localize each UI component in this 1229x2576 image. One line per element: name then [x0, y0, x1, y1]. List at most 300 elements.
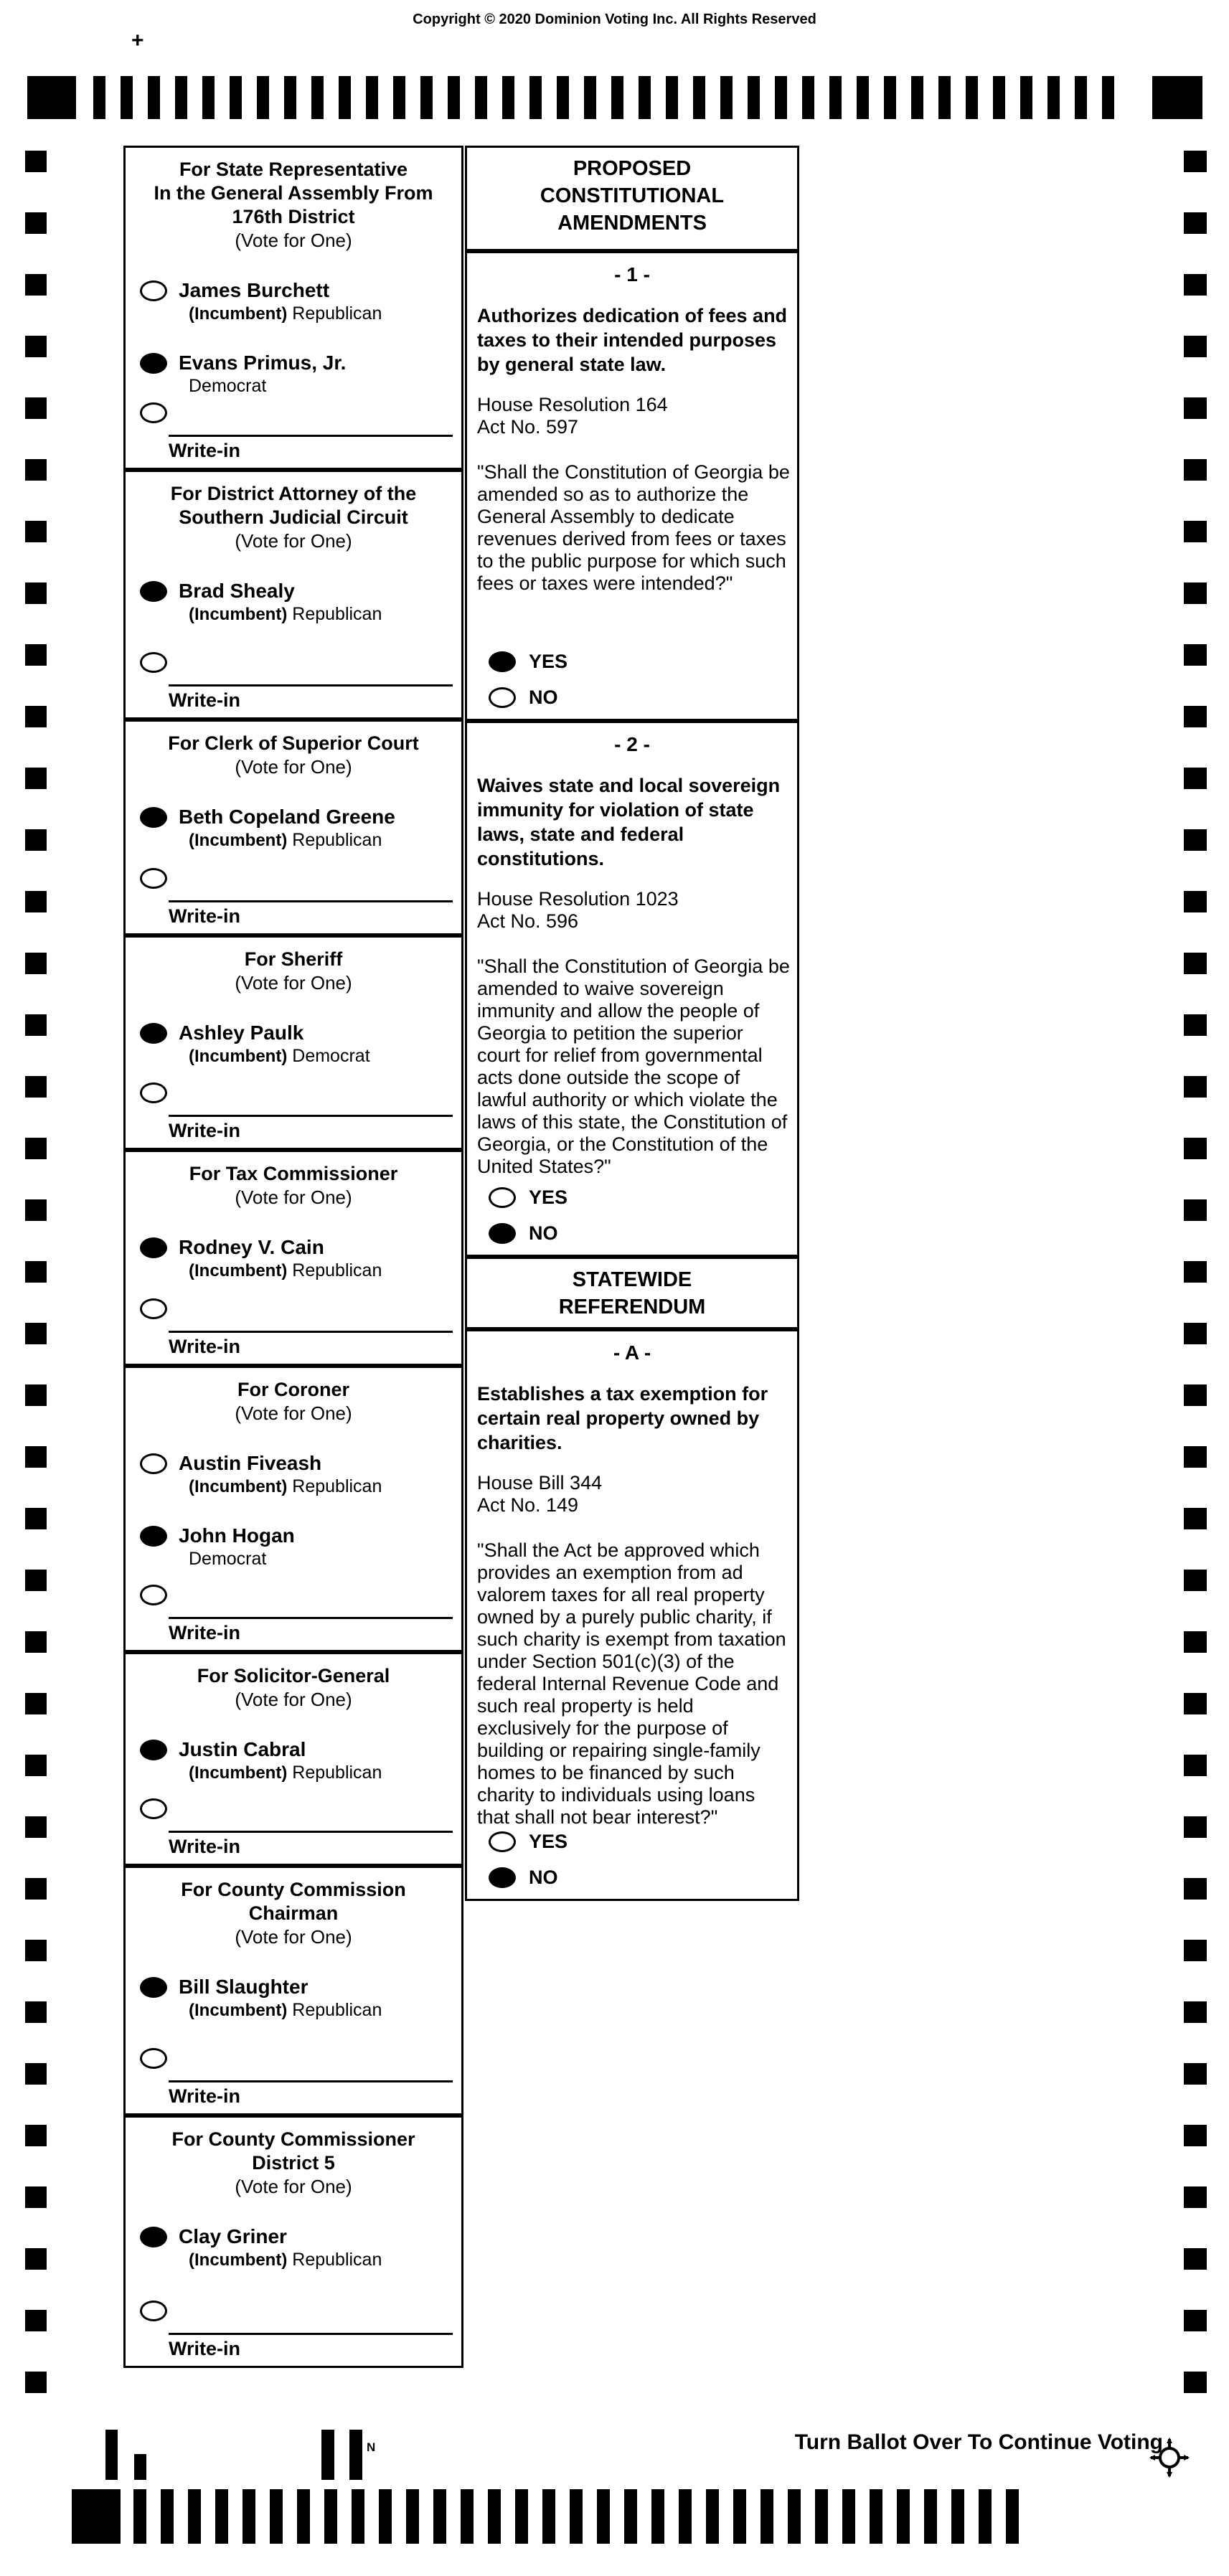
timing-mark	[25, 706, 47, 727]
timing-mark	[1184, 2310, 1207, 2331]
timing-mark	[529, 76, 542, 119]
section-header-line: STATEWIDE	[572, 1268, 692, 1291]
timing-mark	[257, 76, 269, 119]
contest-title	[126, 472, 461, 529]
timing-mark	[1184, 151, 1207, 172]
timing-mark	[1184, 1384, 1207, 1406]
write-in-oval[interactable]	[140, 868, 167, 889]
measure-number: - 1 -	[614, 263, 650, 286]
timing-mark	[884, 76, 896, 119]
timing-mark	[1184, 521, 1207, 542]
candidate-text	[179, 579, 382, 626]
candidate-name: Clay Griner	[179, 2225, 287, 2247]
timing-mark	[1184, 212, 1207, 234]
measure-summary: Authorizes dedication of fees and taxes to their intended purposes by general state law.	[477, 305, 788, 375]
candidate-option[interactable]	[140, 278, 461, 325]
vote-oval-filled[interactable]	[140, 1740, 167, 1760]
timing-mark	[366, 76, 378, 119]
timing-mark	[25, 2372, 47, 2393]
write-in-oval[interactable]	[140, 2048, 167, 2069]
contest-title-line: 176th District	[232, 206, 355, 227]
candidate-detail: Democrat	[189, 1549, 267, 1569]
measure-choice[interactable]	[489, 1831, 568, 1853]
timing-mark	[25, 151, 47, 172]
contest-title-line: District 5	[252, 2152, 335, 2174]
timing-mark	[488, 2489, 501, 2544]
timing-mark	[951, 2489, 964, 2544]
contest-box	[123, 1366, 463, 1652]
contest-title-line: For County Commission	[181, 1879, 406, 1900]
choice-label: NO	[529, 687, 558, 708]
candidate-text	[179, 351, 346, 397]
contest-box	[123, 146, 463, 470]
candidate-option[interactable]	[140, 805, 461, 851]
vote-for-instruction: (Vote for One)	[235, 1926, 352, 1948]
timing-mark	[679, 2489, 692, 2544]
timing-mark	[842, 2489, 855, 2544]
timing-mark	[25, 521, 47, 542]
timing-mark	[25, 768, 47, 789]
timing-block	[27, 76, 76, 119]
timing-mark	[25, 1076, 47, 1098]
contest-title-line: In the General Assembly From	[154, 182, 433, 204]
vote-oval-filled[interactable]	[140, 807, 167, 828]
write-in-oval[interactable]	[140, 1298, 167, 1319]
timing-mark	[1075, 76, 1087, 119]
contest-box	[123, 1652, 463, 1866]
choice-label: YES	[529, 651, 568, 672]
candidate-text	[179, 2224, 382, 2271]
write-in-row[interactable]: Write-in	[169, 1331, 453, 1358]
timing-mark	[175, 76, 187, 119]
timing-mark	[25, 891, 47, 912]
timing-mark	[25, 1014, 47, 1036]
write-in-row[interactable]: Write-in	[169, 1115, 453, 1142]
timing-mark	[311, 76, 324, 119]
candidate-detail: (Incumbent) Democrat	[189, 1046, 370, 1066]
timing-mark	[339, 76, 351, 119]
measure-citation	[477, 888, 788, 933]
vote-oval[interactable]	[140, 280, 167, 301]
timing-mark	[624, 2489, 637, 2544]
timing-mark	[611, 76, 623, 119]
measure-citation-line: House Resolution 164	[477, 394, 668, 415]
timing-mark	[938, 76, 951, 119]
timing-mark	[161, 2489, 174, 2544]
vote-oval-filled[interactable]	[489, 1223, 516, 1244]
timing-mark	[1184, 1446, 1207, 1468]
timing-mark	[1184, 1014, 1207, 1036]
timing-mark	[993, 76, 1005, 119]
write-in-row[interactable]: Write-in	[169, 2080, 453, 2108]
measure-choice[interactable]	[489, 651, 568, 673]
write-in-row[interactable]: Write-in	[169, 435, 453, 462]
timing-mark	[25, 459, 47, 481]
contest-title	[126, 722, 461, 755]
timing-mark	[1184, 2001, 1207, 2023]
timing-block	[72, 2489, 121, 2544]
timing-mark	[297, 2489, 310, 2544]
contest-box	[123, 1150, 463, 1366]
contest-title-line: For County Commissioner	[171, 2128, 415, 2150]
candidate-option[interactable]	[140, 1524, 461, 1570]
contest-title	[126, 2118, 461, 2175]
timing-mark	[1184, 1199, 1207, 1221]
timing-mark	[1184, 1878, 1207, 1900]
timing-mark	[433, 2489, 446, 2544]
measure-citation	[477, 394, 788, 438]
timing-mark	[802, 76, 814, 119]
timing-mark	[379, 2489, 392, 2544]
timing-mark	[25, 274, 47, 296]
measure-citation-line: Act No. 596	[477, 910, 579, 932]
measure-citation-line: House Bill 344	[477, 1472, 603, 1494]
timing-mark	[966, 76, 978, 119]
vote-for-instruction: (Vote for One)	[235, 1186, 352, 1208]
timing-mark	[1184, 1631, 1207, 1653]
contest-title	[126, 1368, 461, 1402]
contest-title	[126, 938, 461, 971]
contest-title-line: For Sheriff	[244, 948, 343, 970]
candidate-text	[179, 1235, 382, 1282]
turn-ballot-over-text: Turn Ballot Over To Continue Voting	[794, 2430, 1163, 2454]
vote-for-instruction: (Vote for One)	[235, 972, 352, 994]
contest-box	[123, 935, 463, 1150]
write-in-row[interactable]: Write-in	[169, 1617, 453, 1644]
write-in-oval[interactable]	[140, 1585, 167, 1605]
candidate-name: Beth Copeland Greene	[179, 806, 395, 828]
timing-mark	[25, 1755, 47, 1776]
section-header-text	[467, 148, 797, 237]
candidate-name: James Burchett	[179, 279, 330, 301]
timing-mark	[911, 76, 923, 119]
timing-mark	[1184, 274, 1207, 296]
timing-mark	[25, 397, 47, 419]
timing-mark	[542, 2489, 555, 2544]
vote-oval-filled[interactable]	[140, 1977, 167, 1998]
timing-mark	[1184, 1755, 1207, 1776]
timing-mark	[25, 1878, 47, 1900]
timing-mark	[25, 1323, 47, 1344]
contest-title	[126, 1868, 461, 1925]
candidate-detail: (Incumbent) Republican	[189, 1260, 382, 1280]
timing-mark	[420, 76, 433, 119]
measure-summary: Establishes a tax exemption for certain real property owned by charities.	[477, 1383, 768, 1453]
timing-mark	[815, 2489, 828, 2544]
write-in-row[interactable]: Write-in	[169, 2333, 453, 2360]
timing-mark	[242, 2489, 255, 2544]
vote-oval-filled[interactable]	[140, 1023, 167, 1044]
candidate-detail: (Incumbent) Republican	[189, 604, 382, 624]
vote-for-instruction: (Vote for One)	[235, 2176, 352, 2197]
candidate-text	[179, 805, 395, 851]
measure-question: "Shall the Constitution of Georgia be amended so as to authorize the General Assembly to dedicate revenues derived from fees or taxes to the public purpose for which such fees or taxes were intended?"	[477, 461, 790, 594]
measure-citation-line: House Resolution 1023	[477, 888, 679, 910]
contest-title-line: For District Attorney of the	[170, 483, 417, 504]
code-mark	[105, 2430, 118, 2480]
candidate-text	[179, 1451, 382, 1498]
timing-mark	[25, 1446, 47, 1468]
timing-mark	[25, 1816, 47, 1838]
choice-label: NO	[529, 1222, 558, 1244]
candidate-option[interactable]	[140, 2224, 461, 2271]
write-in-row[interactable]: Write-in	[169, 900, 453, 928]
timing-mark	[1184, 891, 1207, 912]
vote-oval-filled[interactable]	[140, 1526, 167, 1547]
candidate-name: Ashley Paulk	[179, 1022, 304, 1044]
timing-mark	[1184, 2125, 1207, 2146]
timing-mark	[1006, 2489, 1019, 2544]
code-glyph: N	[367, 2440, 376, 2454]
write-in-oval[interactable]	[140, 652, 167, 673]
timing-mark	[1184, 706, 1207, 727]
timing-mark	[202, 76, 215, 119]
timing-mark	[706, 2489, 719, 2544]
timing-mark	[1184, 1261, 1207, 1283]
timing-mark	[1184, 829, 1207, 851]
contest-title-line: For Tax Commissioner	[189, 1163, 398, 1184]
section-header-line: CONSTITUTIONAL	[540, 184, 725, 207]
candidate-detail: (Incumbent) Republican	[189, 2250, 382, 2270]
contest-title	[126, 148, 461, 229]
timing-mark	[979, 2489, 992, 2544]
timing-mark	[25, 2125, 47, 2146]
timing-mark	[1184, 1323, 1207, 1344]
timing-mark	[230, 76, 242, 119]
write-in-oval[interactable]	[140, 402, 167, 423]
timing-mark	[284, 76, 296, 119]
timing-mark	[93, 76, 105, 119]
timing-mark	[1184, 397, 1207, 419]
registration-plus-mark: +	[131, 29, 144, 52]
timing-mark	[25, 582, 47, 604]
timing-mark	[693, 76, 705, 119]
timing-mark	[25, 829, 47, 851]
vote-for-instruction: (Vote for One)	[235, 1402, 352, 1424]
measure-box	[465, 721, 799, 1257]
timing-mark	[25, 1384, 47, 1406]
candidate-name: Justin Cabral	[179, 1738, 306, 1760]
choice-label: YES	[529, 1186, 568, 1208]
candidate-option[interactable]	[140, 1975, 461, 2021]
vote-oval-filled[interactable]	[140, 1237, 167, 1258]
timing-mark	[1047, 76, 1060, 119]
candidate-name: Brad Shealy	[179, 580, 295, 602]
write-in-row[interactable]: Write-in	[169, 1831, 453, 1858]
candidate-text	[179, 1975, 382, 2021]
measure-choice[interactable]	[489, 1867, 558, 1889]
timing-mark	[352, 2489, 364, 2544]
vote-oval[interactable]	[489, 1187, 516, 1208]
vote-for-instruction: (Vote for One)	[235, 230, 352, 251]
write-in-oval[interactable]	[140, 1082, 167, 1103]
timing-mark	[1184, 644, 1207, 666]
measure-section-header	[465, 1257, 799, 1329]
timing-mark	[25, 1261, 47, 1283]
registration-target-icon	[1149, 2438, 1190, 2478]
timing-mark	[121, 76, 133, 119]
candidate-name: Evans Primus, Jr.	[179, 352, 347, 374]
candidate-detail: (Incumbent) Republican	[189, 303, 382, 324]
vote-oval-filled[interactable]	[140, 2227, 167, 2247]
timing-mark	[215, 2489, 228, 2544]
timing-mark	[448, 76, 460, 119]
timing-mark	[25, 2063, 47, 2085]
measure-citation-line: Act No. 597	[477, 416, 579, 438]
candidate-detail: (Incumbent) Republican	[189, 830, 382, 850]
write-in-row[interactable]: Write-in	[169, 684, 453, 712]
timing-mark	[25, 1940, 47, 1961]
candidate-name: Rodney V. Cain	[179, 1236, 324, 1258]
measure-choice[interactable]	[489, 1222, 558, 1245]
timing-mark	[475, 76, 487, 119]
timing-mark	[25, 2310, 47, 2331]
vote-oval-filled[interactable]	[140, 581, 167, 602]
code-mark	[321, 2430, 334, 2480]
timing-mark	[1184, 1693, 1207, 1714]
timing-mark	[557, 76, 569, 119]
contest-box	[123, 1866, 463, 2115]
timing-block	[1152, 76, 1202, 119]
timing-mark	[1184, 459, 1207, 481]
timing-mark	[515, 2489, 528, 2544]
timing-mark	[733, 2489, 746, 2544]
section-header-line: AMENDMENTS	[557, 212, 707, 235]
measure-section-header	[465, 146, 799, 251]
measure-number: - 2 -	[614, 733, 650, 755]
section-header-line: REFERENDUM	[558, 1296, 706, 1318]
timing-mark	[1184, 1138, 1207, 1159]
timing-mark	[25, 2001, 47, 2023]
timing-mark	[570, 2489, 583, 2544]
vote-for-instruction: (Vote for One)	[235, 1689, 352, 1710]
code-mark	[134, 2454, 146, 2480]
timing-mark	[502, 76, 514, 119]
candidate-option[interactable]	[140, 579, 461, 626]
timing-mark	[857, 76, 869, 119]
candidate-name: Bill Slaughter	[179, 1976, 309, 1998]
vote-oval-filled[interactable]	[140, 353, 167, 374]
candidate-detail: (Incumbent) Republican	[189, 1476, 382, 1496]
timing-mark	[1184, 2372, 1207, 2393]
measure-summary: Waives state and local sovereign immunity for violation of state laws, state and federal constitutions.	[477, 775, 781, 869]
timing-mark	[924, 2489, 937, 2544]
candidate-option[interactable]	[140, 351, 461, 397]
timing-mark	[748, 76, 760, 119]
timing-mark	[1102, 76, 1114, 119]
timing-mark	[25, 1693, 47, 1714]
timing-mark	[1184, 1570, 1207, 1591]
timing-mark	[897, 2489, 910, 2544]
timing-mark	[651, 2489, 664, 2544]
candidate-text	[179, 1524, 295, 1570]
candidate-option[interactable]	[140, 1235, 461, 1282]
contest-title-line: For Solicitor-General	[197, 1665, 390, 1686]
timing-mark	[1184, 953, 1207, 974]
timing-mark	[25, 212, 47, 234]
timing-mark	[393, 76, 405, 119]
timing-mark	[1184, 768, 1207, 789]
timing-mark	[584, 76, 596, 119]
timing-mark	[829, 76, 842, 119]
vote-oval[interactable]	[489, 687, 516, 708]
vote-oval[interactable]	[489, 1831, 516, 1852]
timing-mark	[25, 2248, 47, 2270]
candidate-text	[179, 278, 382, 325]
candidate-option[interactable]	[140, 1021, 461, 1067]
timing-mark	[1184, 1508, 1207, 1529]
write-in-oval[interactable]	[140, 1798, 167, 1819]
candidate-text	[179, 1737, 382, 1784]
vote-for-instruction: (Vote for One)	[235, 756, 352, 778]
copyright-text: Copyright © 2020 Dominion Voting Inc. All Rights Reserved	[413, 11, 816, 27]
timing-mark	[25, 1570, 47, 1591]
timing-mark	[666, 76, 678, 119]
timing-mark	[1184, 2186, 1207, 2208]
vote-oval-filled[interactable]	[489, 651, 516, 672]
candidate-detail: Democrat	[189, 376, 267, 396]
candidate-detail: (Incumbent) Republican	[189, 2000, 382, 2020]
timing-mark	[775, 76, 787, 119]
candidate-text	[179, 1021, 370, 1067]
timing-mark	[133, 2489, 146, 2544]
contest-title-line: Chairman	[248, 1902, 339, 1924]
measure-choice[interactable]	[489, 687, 558, 709]
candidate-option[interactable]	[140, 1737, 461, 1784]
timing-mark	[25, 1199, 47, 1221]
timing-mark	[188, 2489, 201, 2544]
measure-citation-line: Act No. 149	[477, 1494, 579, 1516]
measure-question: "Shall the Constitution of Georgia be amended to waive sovereign immunity and allow the people of Georgia to petition the superior court for relief from governmental acts done outside the scope of lawful authority or which violate the laws of this state, the Constitution of Georgia, or the Constitution of the United States?"	[477, 956, 790, 1177]
timing-mark	[461, 2489, 474, 2544]
timing-mark	[25, 1138, 47, 1159]
contest-title-line: Southern Judicial Circuit	[179, 506, 408, 528]
timing-mark	[1184, 2063, 1207, 2085]
timing-mark	[148, 76, 160, 119]
measure-question: "Shall the Act be approved which provides an exemption from ad valorem taxes for all real property owned by a purely public charity, if such charity is exempt from taxation under Section 501(c)(3) of the federal Internal Revenue Code and such real property is held exclusively for the purpose of building or repairing single-family homes to be financed by such charity to individuals using loans that shall not bear interest?"	[477, 1539, 786, 1828]
contest-box	[123, 470, 463, 720]
timing-mark	[270, 2489, 283, 2544]
vote-oval[interactable]	[140, 1453, 167, 1474]
section-header-line: PROPOSED	[573, 157, 692, 180]
contest-title-line: For Clerk of Superior Court	[168, 732, 419, 754]
choice-label: NO	[529, 1867, 558, 1888]
timing-mark	[788, 2489, 801, 2544]
measure-choice[interactable]	[489, 1186, 568, 1209]
measure-box	[465, 251, 799, 721]
contest-box	[123, 720, 463, 935]
timing-mark	[324, 2489, 337, 2544]
timing-mark	[25, 2186, 47, 2208]
vote-for-instruction: (Vote for One)	[235, 530, 352, 552]
candidate-detail: (Incumbent) Republican	[189, 1763, 382, 1783]
write-in-oval[interactable]	[140, 2301, 167, 2321]
candidate-name: Austin Fiveash	[179, 1452, 322, 1474]
candidate-option[interactable]	[140, 1451, 461, 1498]
timing-mark	[25, 1631, 47, 1653]
contest-box	[123, 2115, 463, 2368]
section-header-text	[467, 1259, 797, 1321]
contest-title-line: For State Representative	[179, 159, 408, 180]
code-mark	[349, 2430, 362, 2480]
timing-mark	[1184, 336, 1207, 357]
timing-mark	[25, 644, 47, 666]
vote-oval-filled[interactable]	[489, 1867, 516, 1888]
timing-mark	[1184, 1940, 1207, 1961]
choice-label: YES	[529, 1831, 568, 1852]
timing-mark	[761, 2489, 773, 2544]
contest-title-line: For Coroner	[237, 1379, 349, 1400]
